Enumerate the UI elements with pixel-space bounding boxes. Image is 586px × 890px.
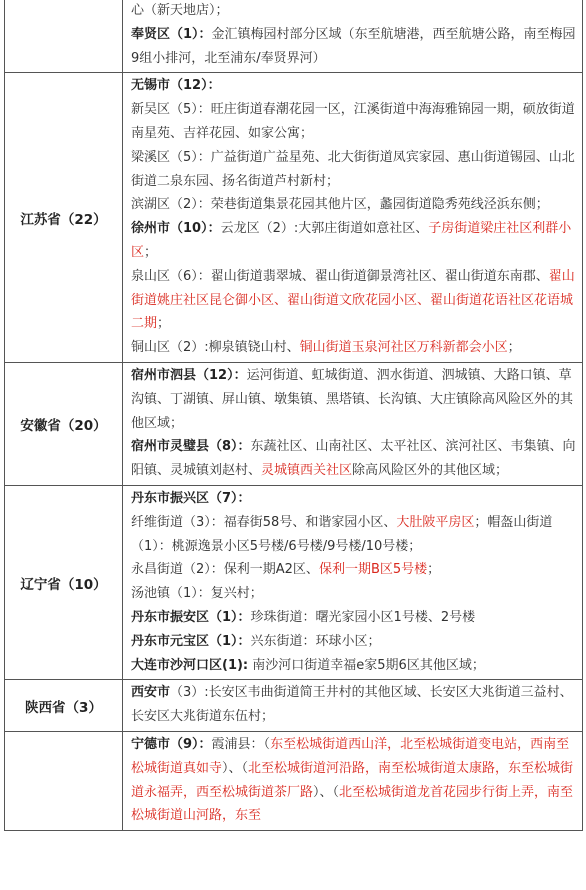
area-text: 梁溪区（5）：广益街道广益星苑、北大街街道凤宾家园、惠山街道锡园、山北街道二泉东园、扬名街道芦村新村；	[131, 149, 575, 189]
area-text: 东蔬社区、山南社区、太平社区、滨河社区、韦集镇、向阳镇、灵城镇刘赵村、	[131, 439, 576, 479]
province-cell	[5, 0, 123, 73]
table-row	[5, 680, 583, 732]
province-cell: 安徽省（20）	[5, 362, 123, 485]
area-text: ；	[507, 340, 521, 356]
area-line	[131, 487, 576, 511]
table-row	[5, 73, 583, 363]
area-text: 永昌街道（2）：保利一期A2区、	[131, 562, 319, 578]
area-line	[131, 582, 576, 606]
area-line	[131, 265, 576, 336]
area-text: （3）:长安区韦曲街道简王井村的其他区域、长安区大兆街道三益村、长安区大兆街道东伍村；	[131, 685, 573, 725]
table-row	[5, 362, 583, 485]
region-heading: 丹东市振兴区（7）：	[131, 490, 251, 506]
area-text: 兴东街道：环球小区；	[250, 633, 381, 649]
province-cell: 陕西省（3）	[5, 680, 123, 732]
area-list-cell	[123, 485, 583, 679]
area-line	[131, 364, 576, 435]
area-text: 云龙区（2）:大郭庄街道如意社区、	[220, 221, 429, 237]
region-heading: 无锡市（12）：	[131, 78, 221, 94]
area-text: 纤维街道（3）：福春街58号、和谐家园小区、	[131, 514, 397, 530]
region-heading: 徐州市（10）：	[131, 221, 221, 237]
area-text: ）、（	[313, 784, 340, 800]
area-line	[131, 435, 576, 483]
area-line	[131, 336, 576, 360]
area-line	[131, 654, 576, 678]
highlighted-area: 子房街道梁庄社区利群小区	[131, 221, 572, 260]
area-line	[131, 193, 576, 217]
region-heading: 宿州市灵璧县（8）：	[131, 439, 251, 455]
area-text: ；	[157, 316, 171, 332]
area-text: 南沙河口街道幸福e家5期6区其他区域；	[248, 657, 485, 673]
area-line	[131, 733, 576, 828]
area-text: 铜山区（2）:柳泉镇铙山村、	[131, 340, 300, 356]
area-text: 滨湖区（2）：荣巷街道集景花园其他片区，蠡园街道隐秀苑线泾浜东侧；	[131, 197, 549, 213]
area-line	[131, 23, 576, 71]
area-line	[131, 606, 576, 630]
area-list-cell	[123, 73, 583, 363]
area-list-cell	[123, 0, 583, 73]
table-row	[5, 731, 583, 830]
table-row	[5, 485, 583, 679]
area-line	[131, 74, 576, 98]
area-text: ）、（	[222, 760, 249, 776]
area-text: 心（新天地店）；	[131, 3, 229, 18]
region-heading: 奉贤区（1）：	[131, 26, 212, 42]
area-text: 金汇镇梅园村部分区域（东至航塘港，西至航塘公路，南至梅园9组小排河，北至浦东/奉贤界河）	[131, 26, 576, 66]
area-line	[131, 630, 576, 654]
area-line	[131, 558, 576, 582]
area-line	[131, 98, 576, 146]
area-line	[131, 0, 576, 23]
region-heading: 西安市	[131, 685, 171, 701]
highlighted-area: 北至松城街道龙首花园步行街上弄，南至松城街道山河路，东至	[131, 784, 574, 824]
table-body	[5, 0, 583, 831]
region-heading: 丹东市振安区（1）：	[131, 609, 251, 625]
region-heading: 宿州市泗县（12）：	[131, 367, 247, 383]
area-list-cell	[123, 362, 583, 485]
highlighted-area: 东至松城街道西山洋，北至松城街道变电站，西南至松城街道真如寺	[131, 736, 570, 776]
region-heading: 宁德市（9）：	[131, 736, 212, 752]
area-text: 珍珠街道：曙光家园小区1号楼、2号楼	[250, 609, 476, 625]
province-cell: 辽宁省（10）	[5, 485, 123, 679]
area-line	[131, 681, 576, 729]
highlighted-area: 翟山街道姚庄社区昆仑御小区、翟山街道文欣花园小区、翟山街道花语社区花语城二期	[131, 268, 575, 332]
province-cell	[5, 731, 123, 830]
region-heading: 大连市沙河口区(1):	[131, 657, 249, 673]
highlighted-area: 大肚陂平房区	[396, 514, 475, 530]
area-line	[131, 511, 576, 559]
table-row	[5, 0, 583, 73]
highlighted-area: 北至松城街道河沿路，南至松城街道太康路，东至松城街道永福弄，西至松城街道茶厂路	[131, 760, 574, 800]
area-text: ；	[144, 244, 158, 260]
highlighted-area: 灵城镇西关社区	[261, 463, 353, 479]
area-text: 霞浦县：（	[211, 736, 271, 752]
area-text: ；帽盔山街道（1）：桃源逸景小区5号楼/6号楼/9号楼/10号楼；	[131, 514, 553, 554]
area-line	[131, 146, 576, 194]
area-text: 新吴区（5）：旺庄街道春潮花园一区，江溪街道中海海雅锦园一期，硕放街道南星苑、吉祥花园、如家公寓；	[131, 102, 575, 141]
area-text: 除高风险区外的其他区域；	[352, 463, 509, 479]
area-text: 运河街道、虹城街道、泗水街道、泗城镇、大路口镇、草沟镇、丁湖镇、屏山镇、墩集镇、黑塔镇、长沟镇、大庄镇除高风险区外的其他区域；	[131, 367, 574, 431]
area-list-cell	[123, 680, 583, 732]
region-heading: 丹东市元宝区（1）：	[131, 633, 251, 649]
province-cell: 江苏省（22）	[5, 73, 123, 363]
risk-area-table	[4, 0, 583, 831]
area-list-cell	[123, 731, 583, 830]
area-text: 泉山区（6）：翟山街道翡翠城、翟山街道御景湾社区、翟山街道东南郡、	[131, 268, 549, 284]
highlighted-area: 铜山街道玉泉河社区万科新都会小区	[299, 340, 508, 356]
highlighted-area: 保利一期B区5号楼	[318, 562, 428, 578]
area-text: ；	[427, 562, 441, 578]
area-line	[131, 217, 576, 265]
area-text: 汤池镇（1）：复兴村；	[131, 586, 263, 602]
